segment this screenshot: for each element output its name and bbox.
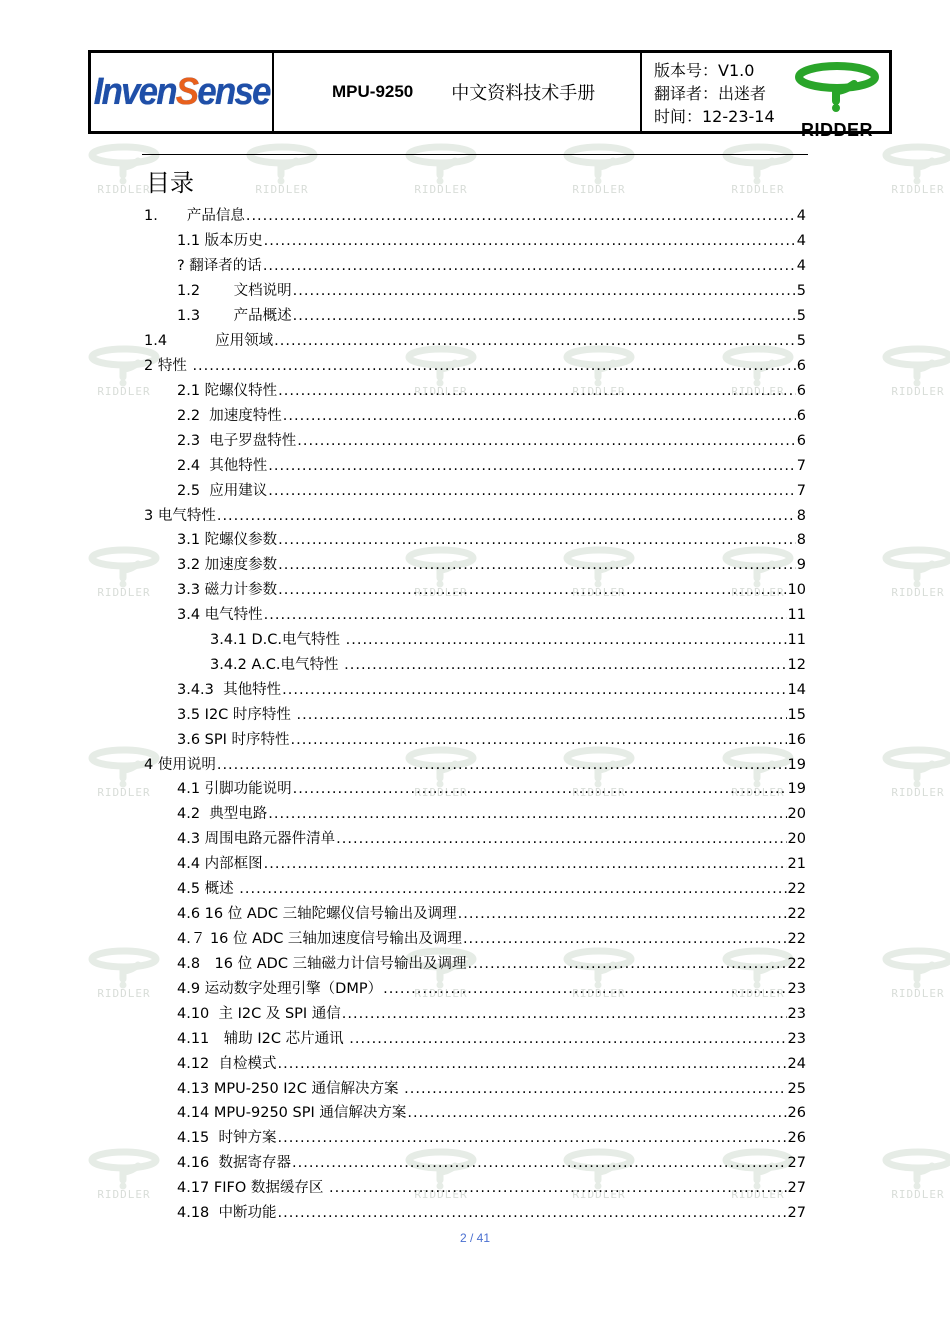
watermark-text: RIDDLER [97, 183, 151, 196]
watermark-text: RIDDLER [572, 786, 626, 799]
watermark-text: RIDDLER [97, 987, 151, 1000]
watermark-text: RIDDLER [255, 183, 309, 196]
toc-entry[interactable] [177, 902, 806, 926]
toc-leader-dots [192, 358, 795, 374]
toc-entry-page: 14 [787, 682, 806, 698]
toc-entry-title: 4.15 时钟方案 [177, 1130, 277, 1146]
watermark-question-icon [880, 345, 950, 387]
watermark-question-icon [403, 143, 479, 185]
toc-entry[interactable] [177, 827, 806, 851]
toc-leader-dots [349, 1031, 786, 1047]
toc-entry-page: 15 [787, 707, 806, 723]
toc-entry[interactable] [177, 777, 806, 801]
toc-leader-dots [297, 707, 787, 723]
watermark-text: RIDDLER [97, 586, 151, 599]
toc-entry-title: ? 翻译者的话 [177, 258, 262, 274]
toc-entry-page: 23 [787, 1006, 806, 1022]
watermark-question-icon [880, 143, 950, 185]
watermark-text: RIDDLER [731, 987, 785, 1000]
toc-entry-title: 2.1 陀螺仪特性 [177, 383, 278, 399]
toc-leader-dots [268, 483, 795, 499]
toc-entry-page: 11 [787, 632, 806, 648]
toc-entry-page: 11 [787, 607, 806, 623]
watermark-question-icon [561, 143, 637, 185]
toc-leader-dots [463, 931, 787, 947]
toc-entry[interactable] [177, 728, 806, 752]
toc-entry-title: 1.2 文档说明 [177, 283, 292, 299]
toc-entry-page: 22 [787, 956, 806, 972]
header-title-cell [274, 53, 642, 131]
toc-entry[interactable] [177, 528, 806, 552]
watermark-text: RIDDLER [414, 987, 468, 1000]
toc-entry-title: 3.4.1 D.C.电气特性 [210, 632, 345, 648]
toc-entry-title: 4 使用说明 [144, 757, 216, 773]
invensense-logo-cell [91, 53, 274, 131]
toc-entry-page: 7 [796, 458, 806, 474]
toc-entry[interactable] [177, 952, 806, 976]
toc-entry-page: 4 [796, 233, 806, 249]
toc-leader-dots [264, 856, 787, 872]
toc-entry[interactable] [177, 852, 806, 876]
toc-entry[interactable] [177, 379, 806, 403]
toc-entry[interactable] [177, 1126, 806, 1150]
toc-entry-page: 22 [787, 931, 806, 947]
watermark-text: RIDDLER [572, 586, 626, 599]
toc-entry-page: 6 [796, 408, 806, 424]
ridder-watermark [399, 143, 483, 196]
toc-entry[interactable] [144, 753, 806, 777]
toc-entry-page: 23 [787, 981, 806, 997]
toc-leader-dots [278, 582, 786, 598]
toc-leader-dots [404, 1081, 786, 1097]
toc-entry[interactable] [177, 279, 806, 303]
watermark-text: RIDDLER [731, 183, 785, 196]
toc-entry-page: 20 [787, 831, 806, 847]
watermark-text: RIDDLER [731, 586, 785, 599]
toc-entry[interactable] [144, 354, 806, 378]
toc-entry-title: 2.5 应用建议 [177, 483, 268, 499]
watermark-text: RIDDLER [97, 1188, 151, 1201]
toc-entry-title: 4.12 自检模式 [177, 1056, 277, 1072]
heading-rule [142, 154, 808, 155]
toc-entry-page: 27 [787, 1180, 806, 1196]
toc-entry-title: 4.７ 16 位 ADC 三轴加速度信号输出及调理 [177, 931, 462, 947]
toc-entry-page: 12 [787, 657, 806, 673]
date-label: 时间：12-23-14 [654, 107, 775, 126]
toc-entry-title: 3 电气特性 [144, 508, 216, 524]
toc-entry-title: 3.1 陀螺仪参数 [177, 532, 278, 548]
watermark-text: RIDDLER [414, 183, 468, 196]
toc-entry-title: 3.6 SPI 时序特性 [177, 732, 290, 748]
toc-heading: 目录 [146, 169, 194, 197]
toc-entry-page: 23 [787, 1031, 806, 1047]
toc-entry[interactable] [210, 653, 806, 677]
toc-leader-dots [293, 283, 796, 299]
toc-entry[interactable] [177, 1101, 806, 1125]
toc-entry-page: 8 [796, 508, 806, 524]
toc-entry[interactable] [177, 304, 806, 328]
page-indicator: 2 / 41 [459, 1231, 491, 1245]
toc-entry[interactable] [177, 553, 806, 577]
toc-entry-title: 3.5 I2C 时序特性 [177, 707, 296, 723]
toc-entry-title: 4.8 16 位 ADC 三轴磁力计信号输出及调理 [177, 956, 467, 972]
toc-entry-page: 16 [787, 732, 806, 748]
toc-entry-title: 3.4 电气特性 [177, 607, 263, 623]
ridder-watermark [876, 1148, 950, 1201]
watermark-question-icon [244, 143, 320, 185]
toc-entry[interactable] [177, 1077, 806, 1101]
toc-entry[interactable] [177, 229, 806, 253]
toc-leader-dots [278, 1205, 787, 1221]
toc-entry-page: 10 [787, 582, 806, 598]
translator-label: 翻译者：出迷者 [654, 84, 767, 103]
toc-entry-title: 4.9 运动数字处理引擎（DMP） [177, 981, 383, 997]
toc-leader-dots [342, 1006, 787, 1022]
toc-entry-title: 4.1 引脚功能说明 [177, 781, 292, 797]
toc-leader-dots [268, 458, 795, 474]
toc-entry-page: 6 [796, 383, 806, 399]
toc-entry[interactable] [144, 204, 806, 228]
toc-leader-dots [346, 632, 787, 648]
toc-entry[interactable] [177, 479, 806, 503]
toc-entry-title: 3.4.3 其他特性 [177, 682, 282, 698]
toc-entry[interactable] [177, 404, 806, 428]
toc-entry-page: 27 [787, 1155, 806, 1171]
toc-entry-page: 5 [796, 333, 806, 349]
toc-entry-page: 8 [796, 532, 806, 548]
toc-leader-dots [246, 208, 796, 224]
toc-leader-dots [293, 781, 787, 797]
toc-entry[interactable] [177, 1151, 806, 1175]
toc-leader-dots [407, 1105, 786, 1121]
toc-leader-dots [468, 956, 787, 972]
toc-leader-dots [264, 607, 787, 623]
toc-entry[interactable] [177, 429, 806, 453]
ridder-watermark [876, 546, 950, 599]
toc-entry-page: 6 [796, 433, 806, 449]
toc-leader-dots [217, 757, 787, 773]
watermark-text: RIDDLER [891, 987, 945, 1000]
header-meta-cell [642, 53, 889, 140]
toc-entry-title: 4.4 内部框图 [177, 856, 263, 872]
watermark-question-icon [86, 546, 162, 588]
toc-entry-title: 4.17 FIFO 数据缓存区 [177, 1180, 328, 1196]
watermark-text: RIDDLER [891, 1188, 945, 1201]
toc-leader-dots [217, 508, 796, 524]
watermark-question-icon [86, 1148, 162, 1190]
ridder-watermark [557, 143, 641, 196]
watermark-text: RIDDLER [731, 786, 785, 799]
watermark-text: RIDDLER [97, 786, 151, 799]
toc-leader-dots [239, 881, 786, 897]
toc-entry-page: 22 [787, 881, 806, 897]
watermark-text: RIDDLER [572, 183, 626, 196]
toc-entry-title: 2 特性 [144, 358, 192, 374]
toc-entry-page: 21 [787, 856, 806, 872]
toc-entry-title: 2.4 其他特性 [177, 458, 268, 474]
ridder-watermark [716, 143, 800, 196]
toc-entry-title: 1.4 应用领域 [144, 333, 274, 349]
watermark-text: RIDDLER [414, 586, 468, 599]
watermark-question-icon [880, 746, 950, 788]
watermark-text: RIDDLER [572, 385, 626, 398]
toc-leader-dots [458, 906, 787, 922]
toc-entry-page: 19 [787, 781, 806, 797]
version-label: 版本号：V1.0 [654, 61, 755, 80]
invensense-logo: InvenSense [93, 70, 270, 113]
toc-entry-page: 26 [787, 1105, 806, 1121]
toc-leader-dots [293, 308, 796, 324]
toc-entry-title: 4.3 周围电路元器件清单 [177, 831, 336, 847]
toc-entry-page: 4 [796, 208, 806, 224]
model-name: MPU-9250 [332, 82, 414, 101]
watermark-question-icon [86, 947, 162, 989]
ridder-question-icon [792, 61, 882, 113]
watermark-question-icon [720, 143, 796, 185]
toc-entry-page: 7 [796, 483, 806, 499]
toc-entry-title: 2.2 加速度特性 [177, 408, 282, 424]
toc-entry-title: 3.3 磁力计参数 [177, 582, 278, 598]
toc-entry-page: 27 [787, 1205, 806, 1221]
toc-leader-dots [278, 557, 796, 573]
toc-entry[interactable] [144, 504, 806, 528]
toc-leader-dots [282, 682, 786, 698]
toc-entry-title: 4.6 16 位 ADC 三轴陀螺仪信号输出及调理 [177, 906, 457, 922]
toc-entry-title: 4.18 中断功能 [177, 1205, 277, 1221]
toc-entry-title: 4.11 辅助 I2C 芯片通讯 [177, 1031, 349, 1047]
watermark-question-icon [880, 947, 950, 989]
toc-leader-dots [291, 732, 787, 748]
watermark-text: RIDDLER [891, 786, 945, 799]
toc-entry[interactable] [177, 1002, 806, 1026]
toc-entry-title: 3.2 加速度参数 [177, 557, 278, 573]
toc-leader-dots [292, 1155, 787, 1171]
watermark-text: RIDDLER [891, 385, 945, 398]
toc-entry-title: 4.5 概述 [177, 881, 239, 897]
toc-entry[interactable] [177, 454, 806, 478]
toc-leader-dots [383, 981, 786, 997]
toc-leader-dots [274, 333, 796, 349]
toc-entry-title: 3.4.2 A.C.电气特性 [210, 657, 344, 673]
toc-leader-dots [344, 657, 786, 673]
toc-entry-page: 9 [796, 557, 806, 573]
toc-entry-title: 4.16 数据寄存器 [177, 1155, 292, 1171]
toc-entry[interactable] [177, 977, 806, 1001]
toc-leader-dots [268, 806, 786, 822]
watermark-text: RIDDLER [891, 586, 945, 599]
toc-entry[interactable] [177, 802, 806, 826]
toc-leader-dots [329, 1180, 787, 1196]
ridder-watermark [82, 947, 166, 1000]
toc-entry[interactable] [177, 1176, 806, 1200]
watermark-text: RIDDLER [731, 1188, 785, 1201]
ridder-watermark [876, 746, 950, 799]
toc-entry[interactable] [177, 877, 806, 901]
toc-entry-page: 5 [796, 308, 806, 324]
toc-entry-page: 22 [787, 906, 806, 922]
watermark-text: RIDDLER [414, 1188, 468, 1201]
watermark-text: RIDDLER [731, 385, 785, 398]
watermark-text: RIDDLER [414, 786, 468, 799]
toc-entry-page: 20 [787, 806, 806, 822]
watermark-question-icon [880, 546, 950, 588]
toc-leader-dots [263, 258, 796, 274]
toc-entry-page: 6 [796, 358, 806, 374]
watermark-text: RIDDLER [572, 1188, 626, 1201]
ridder-watermark [876, 345, 950, 398]
toc-leader-dots [264, 233, 796, 249]
toc-entry-title: 4.13 MPU-250 I2C 通信解决方案 [177, 1081, 404, 1097]
toc-entry-page: 25 [787, 1081, 806, 1097]
toc-leader-dots [278, 532, 796, 548]
toc-entry-title: 1.3 产品概述 [177, 308, 292, 324]
toc-leader-dots [283, 408, 796, 424]
ridder-watermark [82, 1148, 166, 1201]
toc-entry[interactable] [177, 927, 806, 951]
toc-entry-page: 26 [787, 1130, 806, 1146]
toc-entry-page: 19 [787, 757, 806, 773]
toc-entry-title: 4.2 典型电路 [177, 806, 268, 822]
toc-entry[interactable] [177, 703, 806, 727]
toc-entry-title: 1. 产品信息 [144, 208, 245, 224]
toc-entry-title: 1.1 版本历史 [177, 233, 263, 249]
toc-entry-page: 5 [796, 283, 806, 299]
toc-entry[interactable] [210, 628, 806, 652]
toc-leader-dots [278, 383, 796, 399]
toc-leader-dots [297, 433, 795, 449]
ridder-watermark [876, 947, 950, 1000]
toc-entry[interactable] [177, 1052, 806, 1076]
watermark-text: RIDDLER [572, 987, 626, 1000]
ridder-logo [791, 61, 883, 142]
document-header [88, 50, 892, 140]
toc-leader-dots [278, 1056, 787, 1072]
toc-leader-dots [336, 831, 786, 847]
watermark-text: RIDDLER [891, 183, 945, 196]
toc-entry-title: 2.3 电子罗盘特性 [177, 433, 297, 449]
toc-entry[interactable] [144, 329, 806, 353]
ridder-watermark [240, 143, 324, 196]
watermark-question-icon [880, 1148, 950, 1190]
watermark-text: RIDDLER [97, 385, 151, 398]
toc-entry-title: 4.10 主 I2C 及 SPI 通信 [177, 1006, 341, 1022]
watermark-text: RIDDLER [414, 385, 468, 398]
ridder-brand-text: RIDDER [800, 120, 873, 140]
ridder-watermark [82, 546, 166, 599]
toc-entry[interactable] [177, 1201, 806, 1225]
ridder-watermark [876, 143, 950, 196]
toc-entry[interactable] [177, 1027, 806, 1051]
toc-leader-dots [278, 1130, 787, 1146]
toc-entry-title: 4.14 MPU-9250 SPI 通信解决方案 [177, 1105, 407, 1121]
toc-entry[interactable] [177, 254, 806, 278]
toc-entry[interactable] [177, 603, 806, 627]
toc-entry[interactable] [177, 578, 806, 602]
toc-entry-page: 4 [796, 258, 806, 274]
toc-entry-page: 24 [787, 1056, 806, 1072]
document-title: 中文资料技术手册 [451, 83, 596, 104]
toc-entry[interactable] [177, 678, 806, 702]
